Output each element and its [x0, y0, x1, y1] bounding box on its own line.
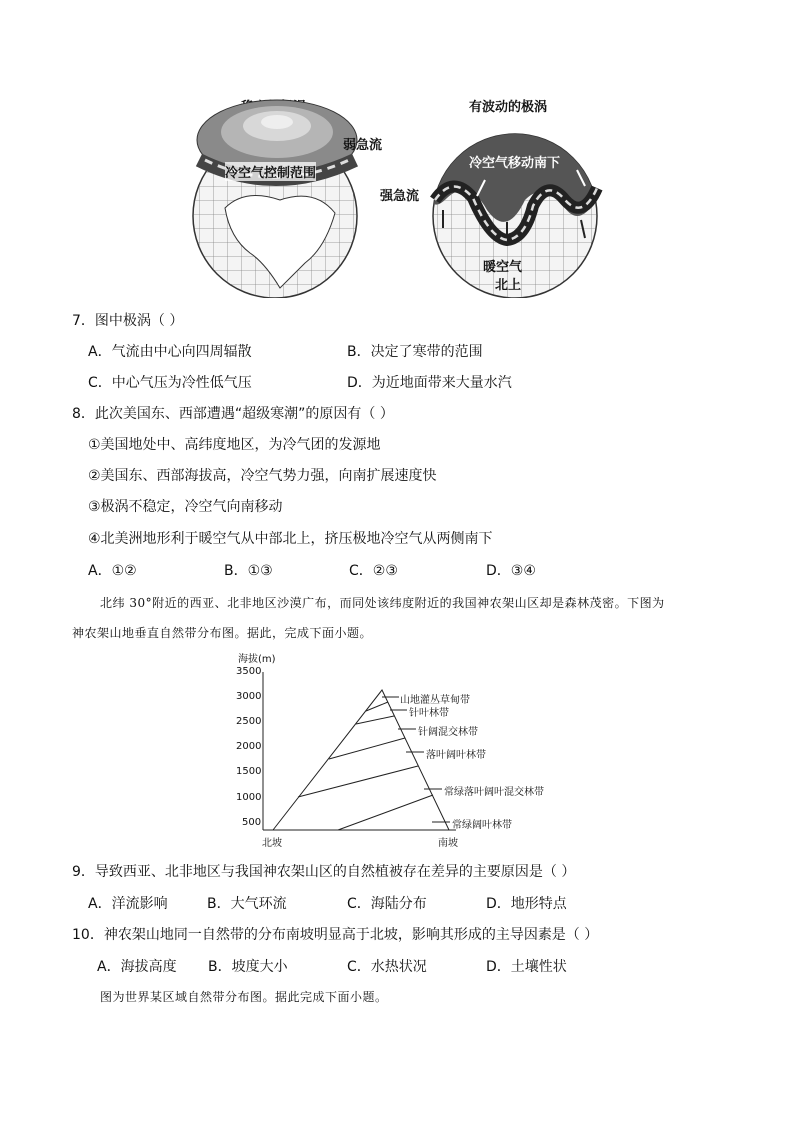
- stable-globe: [185, 100, 365, 298]
- weak-jet-label: 弱急流: [343, 138, 383, 153]
- mountain-profile: [236, 650, 576, 850]
- q10-option-c[interactable]: C．水热状况: [347, 959, 427, 975]
- question-10-stem: 10．神农架山地同一自然带的分布南坡明显高于北坡，影响其形成的主导因素是（ ）: [72, 927, 599, 943]
- q7-option-a[interactable]: A．气流由中心向四周辐散: [88, 344, 252, 360]
- question-7-stem: 7．图中极涡（ ）: [72, 313, 184, 329]
- x-label-south-slope: 南坡: [438, 838, 458, 849]
- q8-option-a[interactable]: A．①②: [88, 563, 137, 579]
- q9-option-c[interactable]: C．海陆分布: [347, 896, 427, 912]
- q9-option-b[interactable]: B．大气环流: [207, 896, 287, 912]
- question-8-stem: 8．此次美国东、西部遭遇“超级寒潮”的原因有（ ）: [72, 406, 394, 422]
- q8-statement-2: ②美国东、西部海拔高，冷空气势力强，向南扩展速度快: [88, 468, 437, 484]
- q8-statement-3: ③极涡不稳定，冷空气向南移动: [88, 499, 283, 515]
- q9-option-d[interactable]: D．地形特点: [486, 896, 567, 912]
- q7-option-c[interactable]: C．中心气压为冷性低气压: [88, 375, 252, 391]
- zone-label-shrub-meadow: 山地灌丛草甸带: [400, 695, 470, 706]
- q9-option-a[interactable]: A．洋流影响: [88, 896, 168, 912]
- y-tick-1000: 1000: [236, 792, 262, 803]
- strong-jet-label: 强急流: [380, 189, 420, 204]
- y-tick-3500: 3500: [236, 666, 262, 677]
- q10-option-d[interactable]: D．土壤性状: [486, 959, 567, 975]
- warm-air-label-1: 暖空气: [483, 260, 523, 275]
- intro-2: 图为世界某区域自然带分布图。据此完成下面小题。: [100, 990, 388, 1004]
- question-9-stem: 9．导致西亚、北非地区与我国神农架山区的自然植被存在差异的主要原因是（ ）: [72, 864, 576, 880]
- y-tick-1500: 1500: [236, 766, 262, 777]
- zone-label-deciduous: 落叶阔叶林带: [426, 750, 486, 761]
- intro-1-line-2: 神农架山地垂直自然带分布图。据此，完成下面小题。: [72, 626, 373, 640]
- cold-move-label: 冷空气移动南下: [469, 156, 561, 171]
- q8-statement-4: ④北美洲地形利于暖空气从中部北上，挤压极地冷空气从两侧南下: [88, 531, 493, 547]
- q8-option-d[interactable]: D．③④: [486, 563, 536, 579]
- y-axis-title: 海拔(m): [238, 654, 276, 665]
- cold-control-label: 冷空气控制范围: [225, 162, 316, 181]
- y-tick-2000: 2000: [236, 741, 262, 752]
- warm-air-label-2: 北上: [495, 278, 522, 293]
- y-tick-3000: 3000: [236, 691, 262, 702]
- q10-option-b[interactable]: B．坡度大小: [208, 959, 288, 975]
- y-tick-2500: 2500: [236, 716, 262, 727]
- q8-option-b[interactable]: B．①③: [224, 563, 273, 579]
- wavy-vortex-title: 有波动的极涡: [469, 100, 548, 115]
- x-label-north-slope: 北坡: [262, 838, 282, 849]
- q8-option-c[interactable]: C．②③: [349, 563, 398, 579]
- zone-label-mixed-forest: 针阔混交林带: [418, 727, 478, 738]
- zone-label-evergreen-broadleaf: 常绿阔叶林带: [452, 820, 512, 831]
- zone-label-evergreen-deciduous-mixed: 常绿落叶阔叶混交林带: [444, 787, 544, 798]
- q7-option-d[interactable]: D．为近地面带来大量水汽: [347, 375, 512, 391]
- q10-option-a[interactable]: A．海拔高度: [97, 959, 177, 975]
- y-tick-500: 500: [242, 817, 262, 828]
- q7-option-b[interactable]: B．决定了寒带的范围: [347, 344, 483, 360]
- zone-label-coniferous: 针叶林带: [409, 708, 449, 719]
- polar-vortex-figure: [185, 88, 625, 298]
- q8-statement-1: ①美国地处中、高纬度地区，为冷气团的发源地: [88, 437, 381, 453]
- intro-1-line-1: 北纬 30°附近的西亚、北非地区沙漠广布，而同处该纬度附近的我国神农架山区却是森林茂密。下图为: [100, 596, 665, 610]
- mountain-zone-chart: [236, 650, 576, 850]
